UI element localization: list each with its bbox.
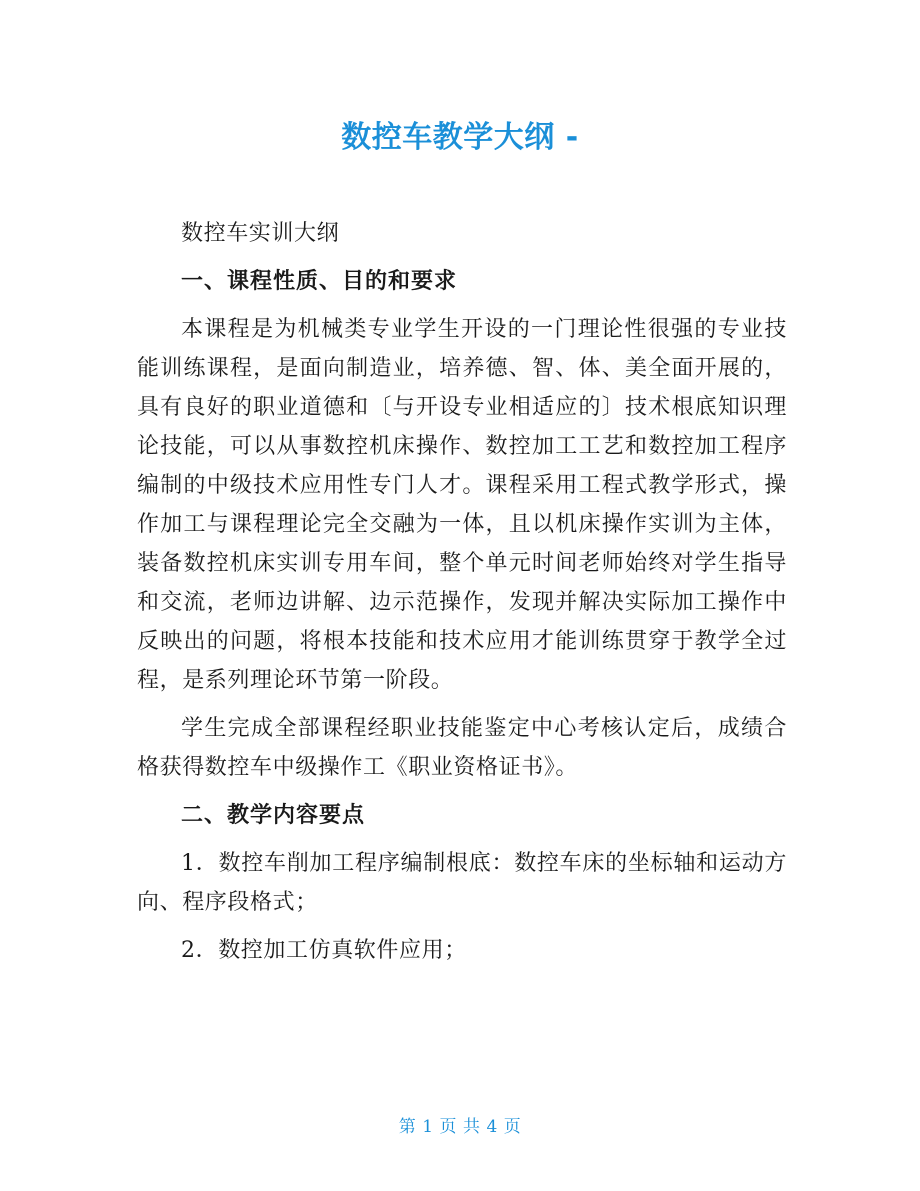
paragraph-course-nature: 本课程是为机械类专业学生开设的一门理论性很强的专业技能训练课程，是面向制造业，培养德、智、体、美全面开展的，具有良好的职业道德和〔与开设专业相适应的〕技术根底知识理论技能，可以从事数控机床操作、数控加工工艺和数控加工程序编制的中级技术应用性专门人才。课程采用工程式教学形式，操作加工与课程理论完全交融为一体，且以机床操作实训为主体，装备数控机床实训专用车间，整个单元时间老师始终对学生指导和交流，老师边讲解、边示范操作，发现并解决实际加工操作中反映出的问题，将根本技能和技术应用才能训练贯穿于教学全过程，是系列理论环节第一阶段。: [137, 317, 787, 693]
page-footer: [0, 1112, 920, 1137]
footer-prefix: 第: [398, 1117, 417, 1137]
subtitle: 数控车实训大纲: [181, 221, 340, 246]
footer-current-page: 1: [422, 1117, 434, 1137]
list-item-2: 2．数控加工仿真软件应用；: [181, 938, 467, 963]
document-body: [137, 214, 787, 970]
footer-suffix: 页: [503, 1117, 522, 1137]
document-title: 数控车教学大纲 -: [341, 120, 579, 155]
footer-total-pages: 4: [486, 1117, 498, 1137]
list-item-1: 1．数控车削加工程序编制根底：数控车床的坐标轴和运动方向、程序段格式；: [137, 851, 787, 915]
footer-mid: 页 共: [439, 1117, 481, 1137]
section-heading-2: 二、教学内容要点: [181, 803, 366, 828]
paragraph-certificate: 学生完成全部课程经职业技能鉴定中心考核认定后，成绩合格获得数控车中级操作工《职业资格证书》。: [137, 716, 787, 780]
section-heading-1: 一、课程性质、目的和要求: [181, 269, 458, 294]
